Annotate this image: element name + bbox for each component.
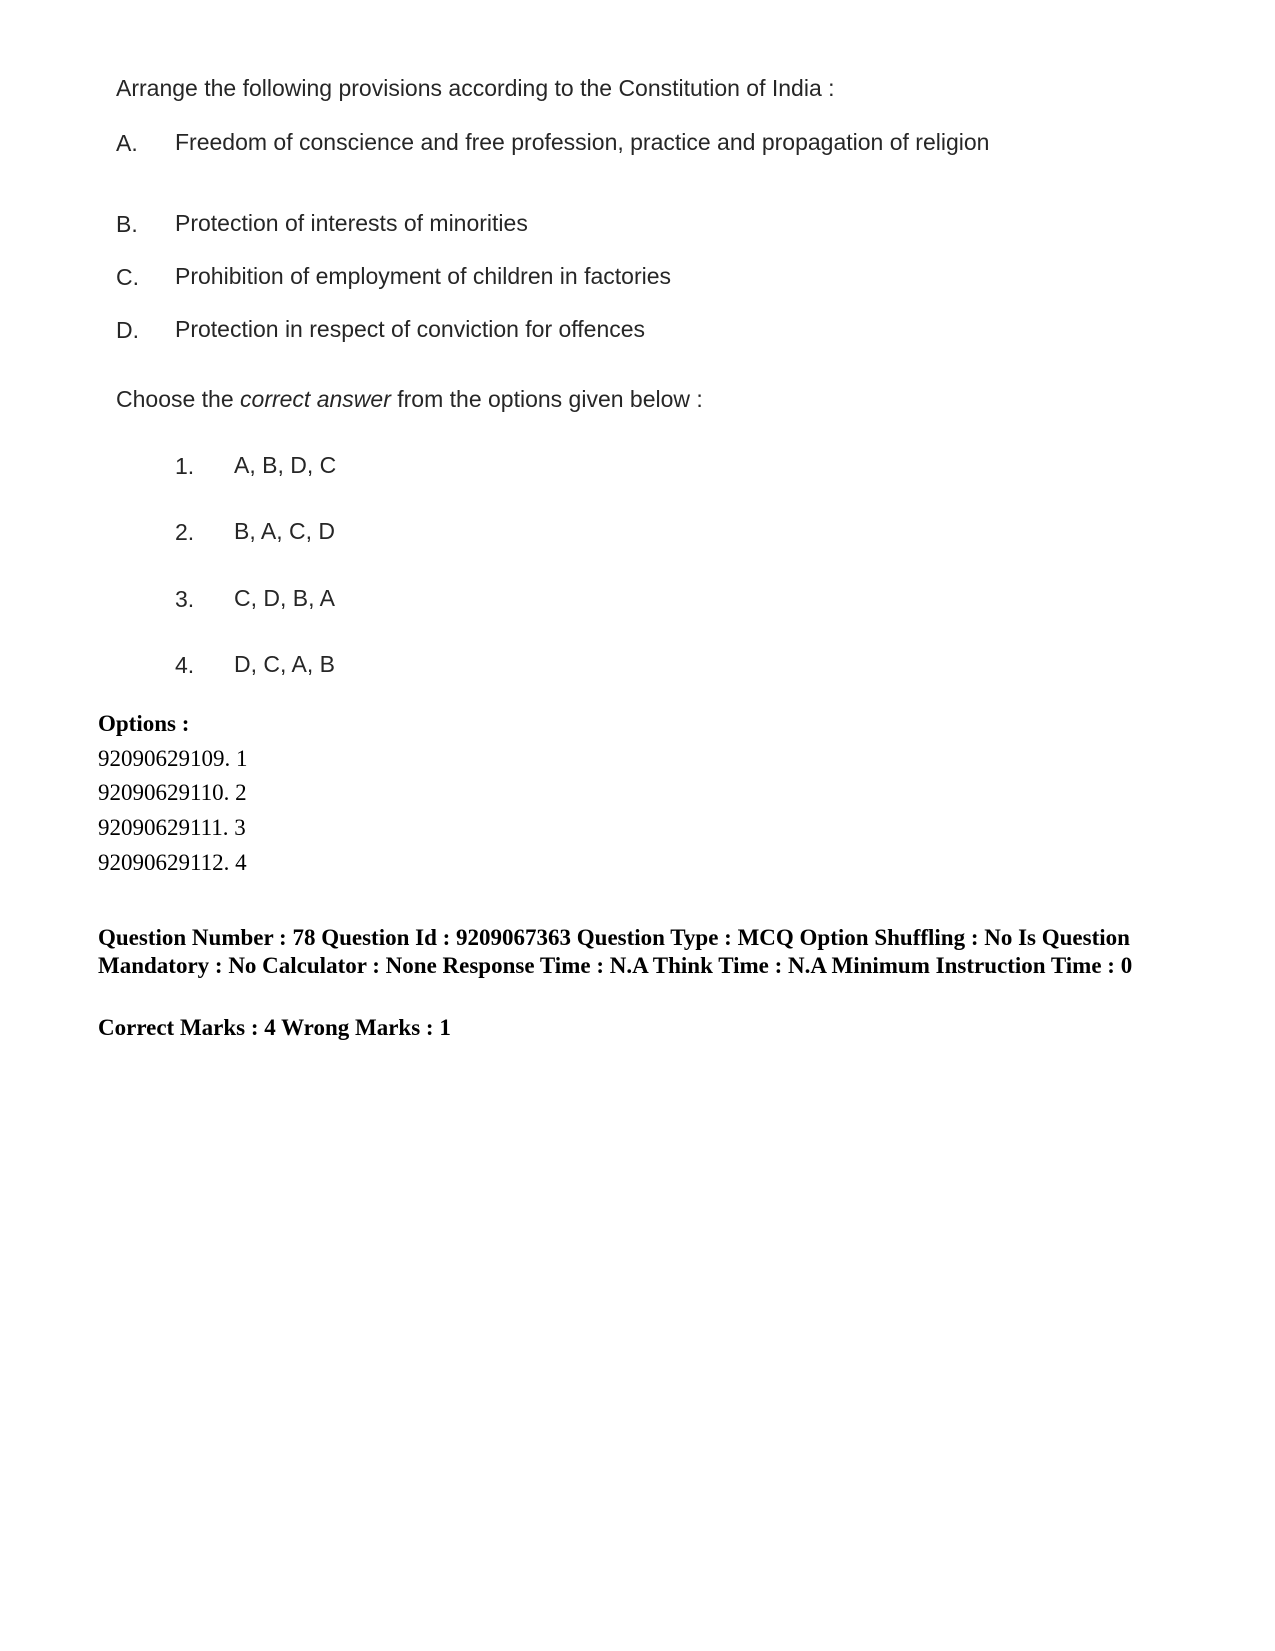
question-metadata: Question Number : 78 Question Id : 9209067363 Question Type : MCQ Option Shuffling : No Is Question Mandatory : No Calculator : None Response Time : N.A Think Time : N.A Minimum Instruction Time : 0 — [98, 925, 1133, 978]
option-item-4: 92090629112. 4 — [98, 850, 247, 875]
question-intro: Arrange the following provisions according to the Constitution of India : — [116, 75, 835, 101]
answer-number-4: 4. — [175, 652, 195, 678]
provision-letter-d: D. — [116, 317, 139, 343]
answer-text-2: B, A, C, D — [234, 518, 335, 544]
choose-emphasis: correct answer — [240, 386, 391, 412]
provision-letter-b: B. — [116, 211, 138, 237]
provision-letter-c: C. — [116, 264, 139, 290]
provision-text-d: Protection in respect of conviction for offences — [175, 316, 646, 342]
provision-text-b: Protection of interests of minorities — [175, 210, 528, 236]
choose-instruction — [116, 386, 703, 413]
provision-letter-a: A. — [116, 130, 138, 156]
answer-text-1: A, B, D, C — [234, 452, 337, 478]
choose-suffix: from the options given below : — [390, 386, 703, 412]
answer-number-2: 2. — [175, 519, 195, 545]
answer-number-1: 1. — [175, 453, 195, 479]
answer-text-4: D, C, A, B — [234, 651, 335, 677]
provision-text-c: Prohibition of employment of children in factories — [175, 263, 672, 289]
option-item-3: 92090629111. 3 — [98, 815, 246, 840]
answer-number-3: 3. — [175, 586, 195, 612]
option-item-1: 92090629109. 1 — [98, 746, 248, 771]
option-item-2: 92090629110. 2 — [98, 780, 247, 805]
options-heading: Options : — [98, 711, 190, 736]
choose-prefix: Choose the — [116, 386, 241, 412]
marks-info: Correct Marks : 4 Wrong Marks : 1 — [98, 1015, 451, 1040]
provision-text-a: Freedom of conscience and free profession, practice and propagation of religion — [175, 129, 990, 155]
answer-text-3: C, D, B, A — [234, 585, 335, 611]
